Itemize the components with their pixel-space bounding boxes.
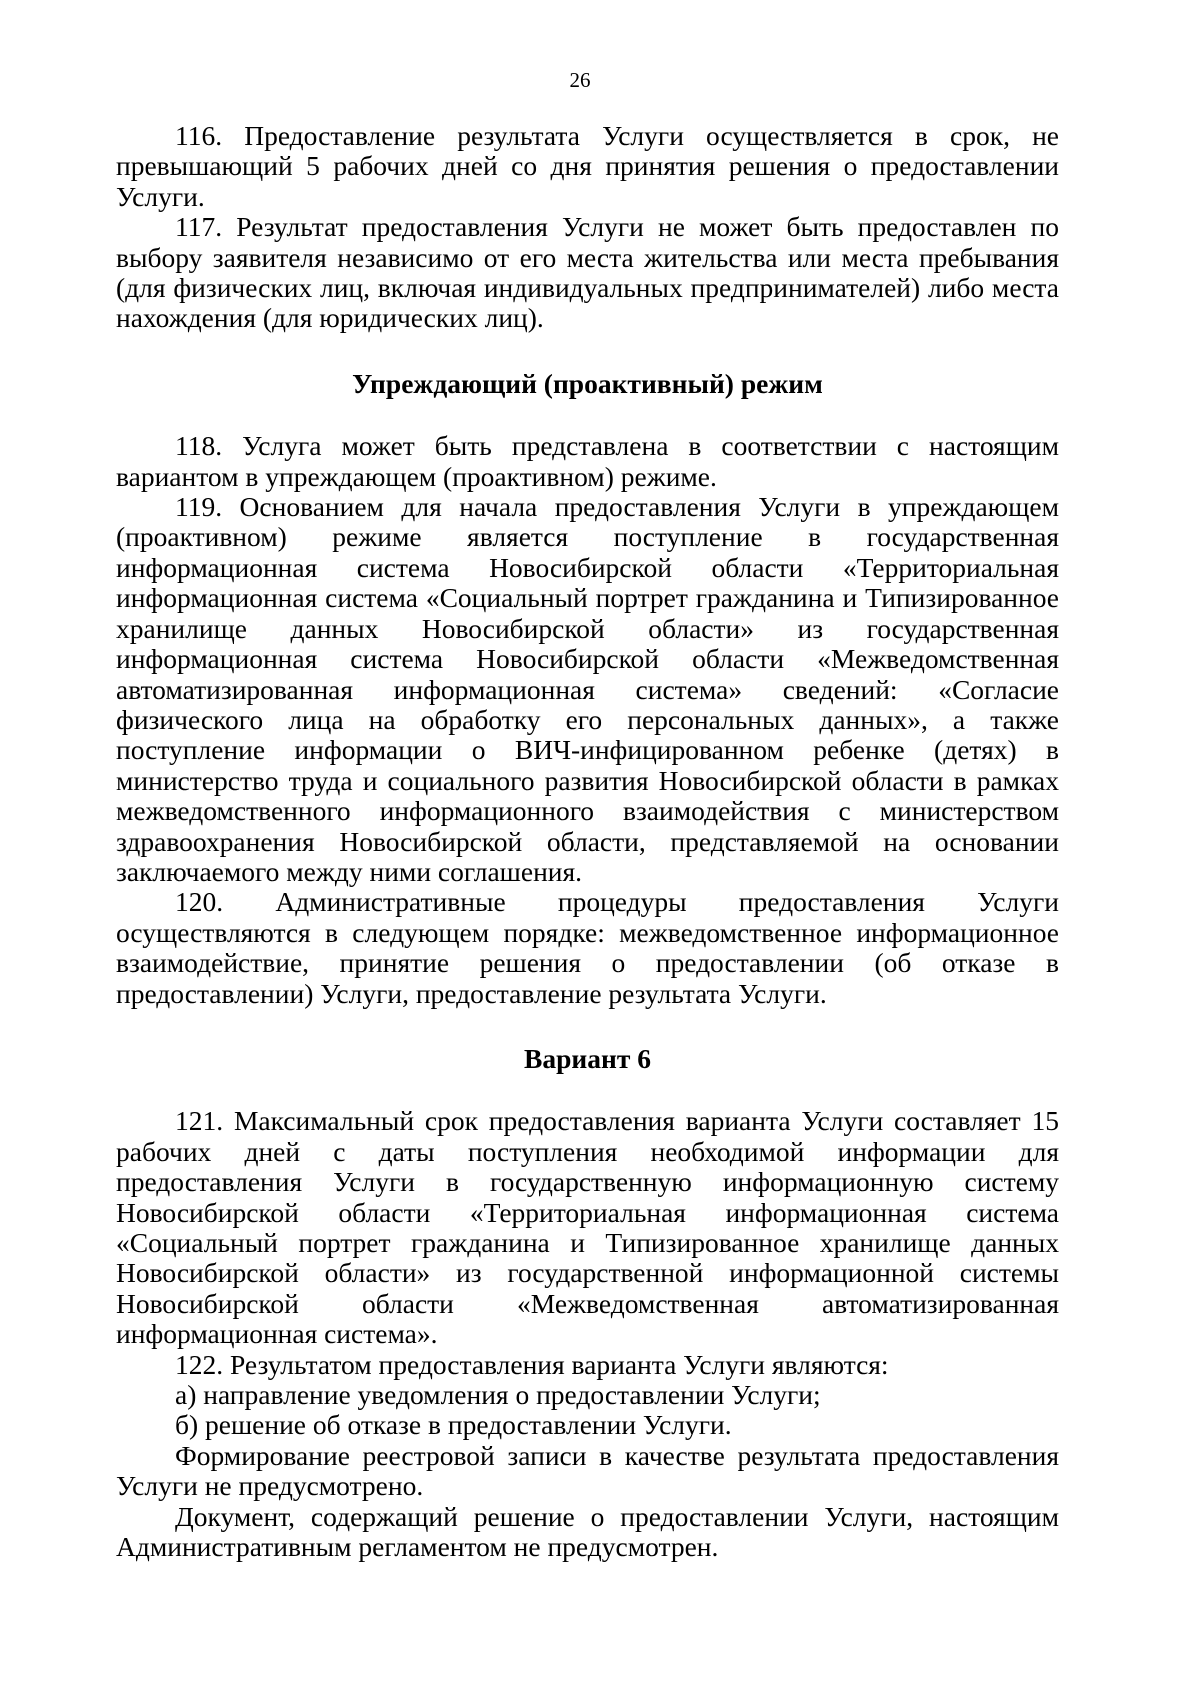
spacer [116, 334, 1059, 369]
paragraph-120: 120. Административные процедуры предоставления Услуги осуществляются в следующем порядке: межведомственное информационное взаимодействие, принятие решения о предоставлении (об отказе в предоставлении) Услуги, предоставление результата Услуги. [116, 886, 1059, 1009]
list-item-b: б) решение об отказе в предоставлении Услуги. [175, 1409, 732, 1441]
paragraph-decision-document: Документ, содержащий решение о предоставлении Услуги, настоящим Административным регламентом не предусмотрен. [116, 1500, 1059, 1563]
page-number: 26 [569, 68, 591, 92]
paragraph-registry-record: Формирование реестровой записи в качестве результата предоставления Услуги не предусмотрено. [116, 1439, 1059, 1502]
list-item-a: а) направление уведомления о предоставлении Услуги; [175, 1379, 821, 1411]
paragraph-121: 121. Максимальный срок предоставления варианта Услуги составляет 15 рабочих дней с даты поступления необходимой информации для предоставления Услуги в государственную информационную систему Новосибирской области «Территориальная информационная система «Социальный портрет гражданина и Типизированное хранилище данных Новосибирской области» из государственной информационной системы Новосибирской области «Межведомственная автоматизированная информационная система». [116, 1105, 1059, 1350]
section-heading-variant-6: Вариант 6 [524, 1042, 651, 1074]
spacer [116, 1074, 1059, 1106]
section-heading-proactive: Упреждающий (проактивный) режим [352, 367, 823, 399]
paragraph-122: 122. Результатом предоставления варианта Услуги являются: [175, 1348, 889, 1380]
spacer [116, 1009, 1059, 1044]
paragraph-117: 117. Результат предоставления Услуги не может быть предоставлен по выбору заявителя независимо от его места жительства или места пребывания (для физических лиц, включая индивидуальных предпринимателей) либо места нахождения (для юридических лиц). [116, 211, 1059, 334]
paragraph-119: 119. Основанием для начала предоставления Услуги в упреждающем (проактивном) режиме является поступление в государственная информационная система Новосибирской области «Территориальная информационная система «Социальный портрет гражданина и Типизированное хранилище данных Новосибирской области» из государственная информационная система Новосибирской области «Межведомственная автоматизированная информационная система» сведений: «Согласие физического лица на обработку его персональных данных», а также поступление информации о ВИЧ-инфицированном ребенке (детях) в министерство труда и социального развития Новосибирской области в рамках межведомственного информационного взаимодействия с министерством здравоохранения Новосибирской области, представляемой на основании заключаемого между ними соглашения. [116, 491, 1059, 887]
document-body [116, 121, 1059, 1562]
spacer [116, 399, 1059, 431]
paragraph-118: 118. Услуга может быть представлена в соответствии с настоящим вариантом в упреждающем (проактивном) режиме. [116, 430, 1059, 492]
paragraph-116: 116. Предоставление результата Услуги осуществляется в срок, не превышающий 5 рабочих дней со дня принятия решения о предоставлении Услуги. [116, 120, 1059, 212]
